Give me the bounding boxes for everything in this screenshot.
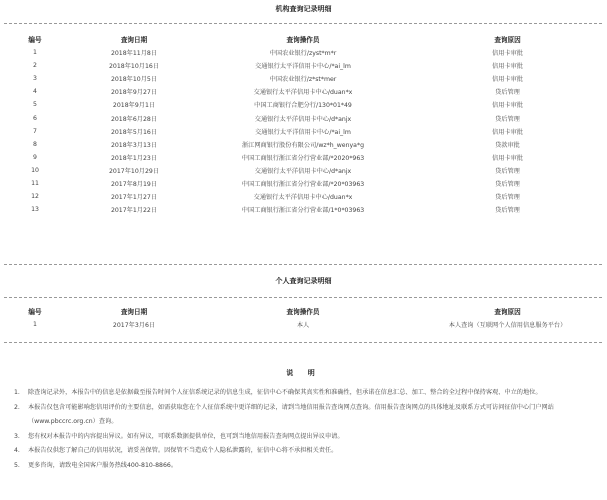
cell-reason: 信用卡审批	[492, 102, 523, 110]
cell-reason: 贷后管理	[495, 167, 520, 175]
table-row	[0, 318, 607, 331]
cell-date: 2018年11月8日	[110, 50, 158, 58]
cell-operator: 交通银行太平洋信用卡中心/duan*x	[253, 89, 353, 97]
note-text: 本报告仅供您了解自己的信用状况，请妥善保管。因保管不当造成个人隐私泄露的，征信中心将不承担相关责任。	[28, 447, 338, 454]
cell-no: 10	[31, 166, 39, 174]
note-number: 4.	[14, 447, 20, 454]
divider	[4, 297, 602, 298]
cell-reason: 信用卡审批	[492, 76, 523, 84]
note-number: 5.	[14, 461, 20, 469]
cell-operator: 交通银行太平洋信用卡中心/d*anjx	[254, 115, 352, 123]
cell-no: 11	[31, 179, 39, 187]
cell-no: 9	[33, 153, 37, 161]
note-number: 2.	[14, 403, 20, 411]
cell-no: 3	[33, 75, 37, 83]
note-text: 您有权对本报告中的内容提出异议。如有异议，可联系数据提供单位，也可到当地信用报告查询网点提出异议申请。	[28, 432, 344, 440]
table-row	[0, 72, 607, 85]
cell-date: 2018年9月27日	[110, 89, 158, 97]
table-row	[0, 190, 607, 203]
personal-section-title: 个人查询记录明细	[275, 277, 332, 285]
cell-no: 1	[33, 49, 37, 57]
cell-reason: 贷后管理	[495, 194, 520, 202]
divider	[4, 264, 602, 265]
note-item	[14, 444, 599, 459]
header-reason: 查询原因	[494, 36, 521, 44]
cell-reason: 贷后管理	[495, 115, 520, 123]
cell-no: 1	[33, 321, 37, 329]
header-date: 查询日期	[120, 308, 148, 316]
cell-no: 4	[33, 88, 37, 96]
cell-date: 2018年10月16日	[108, 63, 160, 71]
note-item	[14, 459, 599, 474]
note-text: 本报告仅包含可能影响您信用评价的主要信息，如需获取您在个人征信系统中更详细的记录，请到当地信用报告查询网点查询。信用报告查询网点的具体地址及联系方式可访问征信中心门户网站（www.pbccrc.org.cn）查询。	[28, 403, 554, 425]
cell-no: 2	[33, 62, 37, 70]
cell-reason: 信用卡审批	[492, 50, 523, 58]
cell-date: 2017年8月19日	[110, 180, 158, 188]
table-row	[0, 177, 607, 190]
table-row	[0, 111, 607, 124]
divider	[4, 342, 602, 343]
cell-no: 5	[33, 101, 37, 109]
cell-no: 7	[33, 127, 37, 135]
cell-operator: 中国农业银行/zyst*m*r	[269, 50, 337, 58]
cell-reason: 信用卡审批	[492, 154, 523, 162]
cell-no: 13	[31, 206, 39, 214]
cell-date: 2018年6月28日	[110, 115, 158, 123]
header-operator: 查询操作员	[286, 308, 320, 316]
cell-reason: 贷后管理	[495, 89, 520, 97]
cell-date: 2018年3月13日	[110, 141, 158, 149]
institution-section-title: 机构查询记录明细	[275, 5, 332, 13]
cell-date: 2017年1月27日	[110, 194, 158, 202]
cell-date: 2018年1月23日	[110, 154, 158, 162]
header-operator: 查询操作员	[286, 36, 320, 44]
table-row	[0, 164, 607, 177]
cell-operator: 本人	[296, 322, 310, 330]
table-row	[0, 151, 607, 164]
cell-operator: 浙江网商银行股份有限公司/wz*h_wenya*g	[241, 141, 364, 149]
cell-reason: 信用卡审批	[492, 128, 523, 136]
cell-operator: 交通银行太平洋信用卡中心/*ai_lm	[255, 128, 351, 136]
table-row	[0, 125, 607, 138]
table-row	[0, 98, 607, 111]
cell-date: 2018年5月16日	[110, 128, 158, 136]
divider	[4, 23, 602, 24]
table-row	[0, 59, 607, 72]
note-number: 3.	[14, 432, 20, 440]
cell-reason: 贷后管理	[495, 207, 520, 215]
cell-operator: 中国工商银行浙江省分行营业部/*2020*963	[241, 154, 365, 162]
note-item	[14, 401, 599, 430]
personal-query-table	[0, 304, 607, 331]
cell-operator: 中国农业银行/z*st*mer	[269, 76, 337, 84]
table-header-row	[0, 304, 607, 318]
cell-no: 6	[33, 114, 37, 122]
cell-date: 2017年3月6日	[112, 322, 156, 330]
cell-operator: 中国工商银行合肥分行/130*01*49	[254, 102, 352, 110]
table-row	[0, 46, 607, 59]
cell-reason: 贷后管理	[495, 180, 520, 188]
table-header-row	[0, 32, 607, 46]
header-no: 编号	[28, 308, 42, 316]
cell-date: 2017年1月22日	[110, 207, 158, 215]
cell-reason: 贷款审批	[495, 141, 520, 149]
cell-date: 2018年10月5日	[110, 76, 158, 84]
cell-reason: 信用卡审批	[492, 63, 523, 71]
note-item	[14, 386, 599, 401]
header-date: 查询日期	[120, 36, 148, 44]
cell-operator: 交通银行太平洋信用卡中心/duan*x	[253, 194, 353, 202]
notes-title: 说 明	[286, 369, 321, 377]
note-text: 更多咨询，请致电全国客户服务热线400-810-8866。	[28, 461, 178, 469]
cell-reason: 本人查询（互联网个人信用信息服务平台）	[448, 322, 567, 330]
table-row	[0, 203, 607, 216]
note-item	[14, 430, 599, 445]
cell-no: 12	[31, 193, 39, 201]
header-reason: 查询原因	[494, 308, 521, 316]
cell-date: 2017年10月29日	[108, 167, 160, 175]
note-text: 除查询记录外，本报告中的信息是依据截至报告时间个人征信系统记录的信息生成，征信中心不确保其真实性和准确性，但承诺在信息汇总、加工、整合的全过程中保持客观、中立的地位。	[28, 389, 542, 396]
cell-operator: 交通银行太平洋信用卡中心/*ai_lm	[255, 63, 351, 71]
cell-operator: 交通银行太平洋信用卡中心/d*anjx	[254, 167, 352, 175]
cell-operator: 中国工商银行浙江省分行营业部/*20*03963	[241, 180, 365, 188]
header-no: 编号	[28, 36, 42, 44]
table-row	[0, 138, 607, 151]
institution-query-table	[0, 32, 607, 216]
cell-operator: 中国工商银行浙江省分行营业部/1*0*03963	[241, 207, 365, 215]
cell-no: 8	[33, 140, 37, 148]
cell-date: 2018年9月1日	[112, 102, 156, 110]
note-number: 1.	[14, 389, 20, 396]
table-row	[0, 85, 607, 98]
notes-list	[14, 386, 599, 473]
